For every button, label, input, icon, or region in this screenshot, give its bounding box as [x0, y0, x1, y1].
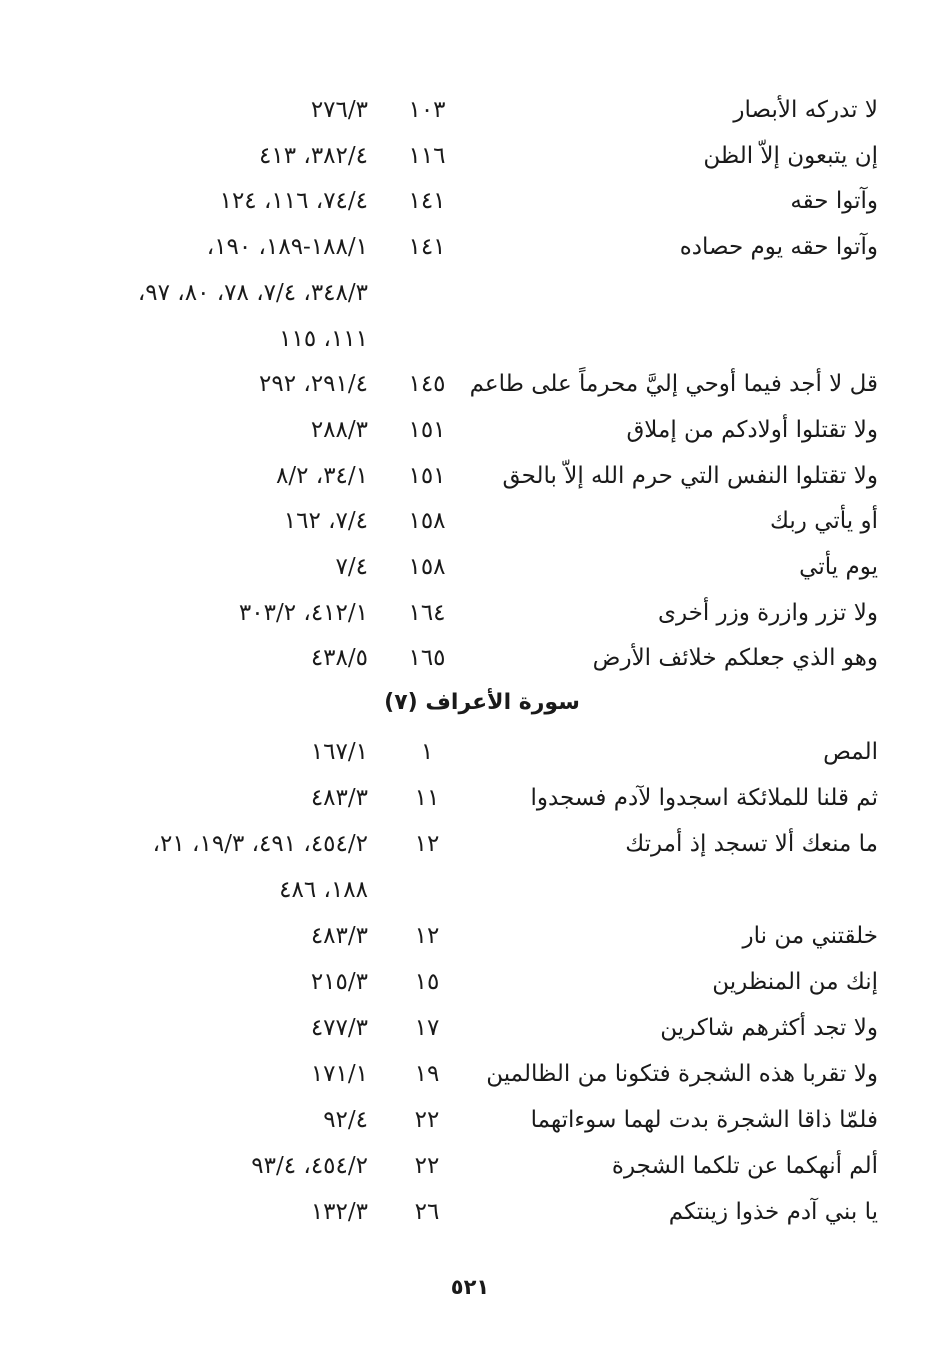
ayah-number: ١٠٣ [408, 97, 446, 123]
ayah-number: ٢٦ [414, 1199, 440, 1225]
index-entry-row [0, 638, 940, 678]
verse-phrase: ولا تقتلوا أولادكم من إملاق [626, 416, 878, 443]
index-entry-row [0, 1054, 940, 1094]
volume-page-references: ٢٨٨/٣ [310, 416, 368, 443]
volume-page-references: ٤٨٣/٣ [310, 923, 368, 949]
verse-phrase: ما منعك ألا تسجد إذ أمرتك [625, 831, 878, 857]
ayah-number: ٢٢ [414, 1107, 440, 1133]
index-entry-row [0, 1192, 940, 1232]
ayah-number: ١ [420, 739, 434, 765]
ayah-number: ١٥١ [408, 416, 446, 443]
volume-page-references: ٤٥٤/٢، ٩٣/٤ [251, 1153, 368, 1179]
verse-phrase: المص [823, 739, 878, 765]
ayah-number: ١٦٥ [408, 645, 446, 672]
volume-page-references: ٤٣٨/٥ [310, 645, 368, 672]
ayah-number: ١١ [414, 785, 440, 811]
ayah-number: ١٦٤ [408, 599, 446, 626]
surah-heading-text: سورة الأعراف (٧) [384, 690, 580, 715]
volume-page-references: ٢٧٦/٣ [310, 97, 368, 123]
index-entry-row [0, 547, 940, 587]
index-entry-row [0, 501, 940, 541]
ayah-number: ١٢ [414, 831, 440, 857]
ayah-number: ١٥ [414, 969, 440, 995]
verse-phrase: ولا تقتلوا النفس التي حرم الله إلاّ بالحق [502, 462, 878, 489]
index-entry-row [0, 1008, 940, 1048]
volume-page-references: ١١١، ١١٥ [279, 325, 368, 352]
index-entry-row [0, 593, 940, 633]
volume-page-references: ٤١٢/١، ٣٠٣/٢ [238, 599, 368, 626]
volume-page-references: ١٧١/١ [310, 1061, 368, 1087]
index-entry-row [0, 870, 940, 910]
surah-heading [0, 683, 940, 723]
index-entry-row [0, 410, 940, 450]
ayah-number: ١٢ [414, 923, 440, 949]
ayah-number: ١١٦ [408, 142, 446, 169]
verse-phrase: ولا تجد أكثرهم شاكرين [660, 1015, 878, 1041]
volume-page-references: ٧/٤ [335, 554, 368, 580]
volume-page-references: ٩٢/٤ [323, 1107, 368, 1133]
index-entry-row [0, 319, 940, 359]
index-entry-row [0, 90, 940, 130]
index-entry-row [0, 456, 940, 496]
index-entry-row [0, 1146, 940, 1186]
index-entry-row [0, 916, 940, 956]
volume-page-references: ٣٤٨/٣، ٧/٤، ٧٨، ٨٠، ٩٧، [137, 279, 368, 306]
verse-phrase: قل لا أجد فيما أوحي إليَّ محرماً على طاعم [469, 371, 878, 398]
volume-page-references: ١٦٧/١ [310, 739, 368, 765]
index-entry-row [0, 962, 940, 1002]
verse-phrase: لا تدركه الأبصار [733, 97, 878, 123]
verse-phrase: خلقتني من نار [742, 923, 878, 949]
verse-phrase: وآتوا حقه [790, 188, 878, 215]
verse-phrase: ولا تقربا هذه الشجرة فتكونا من الظالمين [486, 1061, 878, 1087]
page-number: ٥٢١ [450, 1275, 490, 1299]
index-entry-row [0, 181, 940, 221]
ayah-number: ١٧ [414, 1015, 440, 1041]
ayah-number: ١٤٥ [408, 371, 446, 398]
ayah-number: ١٥١ [408, 462, 446, 489]
verse-phrase: إن يتبعون إلاّ الظن [703, 142, 878, 169]
index-entry-row [0, 136, 940, 176]
index-entry-row [0, 824, 940, 864]
ayah-number: ١٩ [414, 1061, 440, 1087]
ayah-number: ١٥٨ [408, 554, 446, 580]
volume-page-references: ٧٤/٤، ١١٦، ١٢٤ [219, 188, 368, 215]
ayah-number: ١٤١ [408, 188, 446, 215]
verse-phrase: ولا تزر وازرة وزر أخرى [657, 599, 878, 626]
verse-phrase: أو يأتي ربك [770, 508, 878, 535]
verse-phrase: يوم يأتي [799, 554, 878, 580]
volume-page-references: ١٨٨، ٤٨٦ [279, 877, 368, 903]
index-entry-row [0, 273, 940, 313]
ayah-number: ١٤١ [408, 234, 446, 261]
volume-page-references: ٧/٤، ١٦٢ [283, 508, 368, 535]
volume-page-references: ١٣٢/٣ [310, 1199, 368, 1225]
index-entry-row [0, 364, 940, 404]
verse-phrase: ألم أنهكما عن تلكما الشجرة [611, 1153, 878, 1179]
volume-page-references: ٣٨٢/٤، ٤١٣ [259, 142, 368, 169]
volume-page-references: ١٨٨/١-١٨٩، ١٩٠، [206, 234, 368, 261]
verse-phrase: وهو الذي جعلكم خلائف الأرض [592, 645, 878, 672]
index-entry-row [0, 732, 940, 772]
volume-page-references: ٤٨٣/٣ [310, 785, 368, 811]
index-entry-row [0, 227, 940, 267]
volume-page-references: ٣٤/١، ٨/٢ [275, 462, 368, 489]
volume-page-references: ٢٩١/٤، ٢٩٢ [259, 371, 368, 398]
verse-phrase: ثم قلنا للملائكة اسجدوا لآدم فسجدوا [530, 785, 878, 811]
ayah-number: ١٥٨ [408, 508, 446, 535]
volume-page-references: ٢١٥/٣ [310, 969, 368, 995]
index-entry-row [0, 778, 940, 818]
verse-phrase: فلمّا ذاقا الشجرة بدت لهما سوءاتهما [530, 1107, 878, 1133]
verse-phrase: يا بني آدم خذوا زينتكم [668, 1199, 878, 1225]
verse-phrase: إنك من المنظرين [712, 969, 878, 995]
ayah-number: ٢٢ [414, 1153, 440, 1179]
verse-phrase: وآتوا حقه يوم حصاده [679, 234, 878, 261]
volume-page-references: ٤٧٧/٣ [310, 1015, 368, 1041]
volume-page-references: ٤٥٤/٢، ٤٩١، ١٩/٣، ٢١، [152, 831, 368, 857]
index-entry-row [0, 1100, 940, 1140]
